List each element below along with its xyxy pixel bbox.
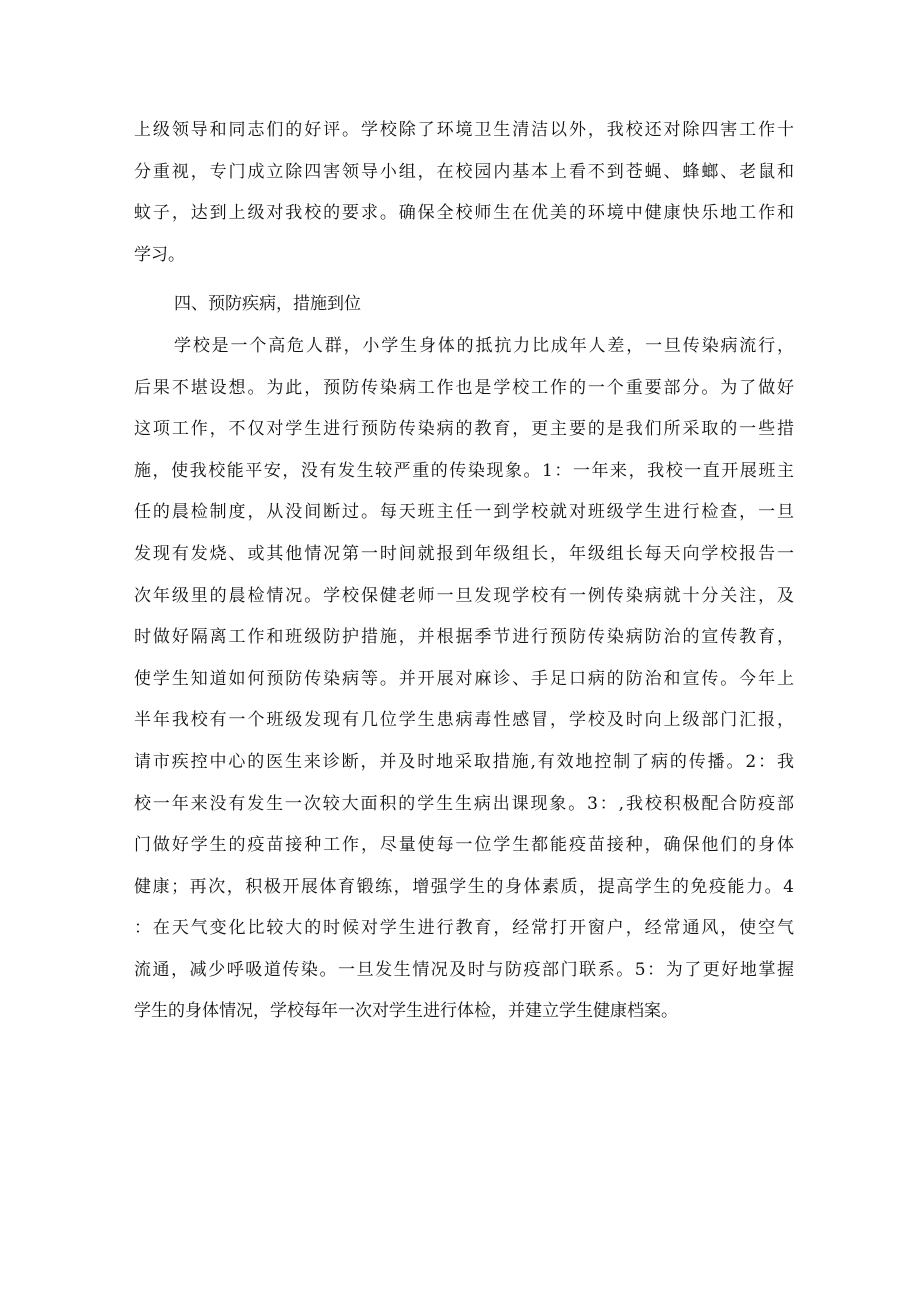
text-line: 门做好学生的疫苗接种工作，尽量使每一位学生都能疫苗接种，确保他们的身体 — [134, 835, 794, 856]
text-line: 次年级里的晨检情况。学校保健老师一旦发现学校有一例传染病就十分关注，及 — [134, 585, 794, 606]
text-line: 后果不堪设想。为此，预防传染病工作也是学校工作的一个重要部分。为了做好 — [134, 377, 794, 398]
text-line: 请市疾控中心的医生来诊断，并及时地采取措施,有效地控制了病的传播。2：我 — [134, 751, 794, 772]
text-line: 分重视，专门成立除四害领导小组，在校园内基本上看不到苍蝇、蜂螂、老鼠和 — [134, 161, 794, 182]
section-heading: 四、预防疾病，措施到位 — [174, 294, 361, 315]
text-line: 上级领导和同志们的好评。学校除了环境卫生清洁以外，我校还对除四害工作十 — [134, 120, 794, 140]
document-body — [134, 110, 794, 1033]
text-line: 发现有发烧、或其他情况第一时间就报到年级组长，年级组长每天向学校报告一 — [134, 543, 794, 564]
paragraph-1 — [134, 110, 794, 276]
text-line: ：在天气变化比较大的时候对学生进行教育，经常打开窗户，经常通风，使空气 — [134, 918, 794, 939]
text-line: 学生的身体情况，学校每年一次对学生进行体检，并建立学生健康档案。 — [134, 1001, 678, 1022]
text-line: 学校是一个高危人群，小学生身体的抵抗力比成年人差，一旦传染病流行， — [174, 335, 794, 356]
text-line: 流通，减少呼吸道传染。一旦发生情况及时与防疫部门联系。5：为了更好地掌握 — [134, 959, 794, 980]
text-line: 校一年来没有发生一次较大面积的学生生病出课现象。3：,我校积极配合防疫部 — [134, 793, 794, 814]
text-line: 任的晨检制度，从没间断过。每天班主任一到学校就对班级学生进行检查，一旦 — [134, 502, 794, 523]
text-line: 健康；再次，积极开展体育锻练，增强学生的身体素质，提高学生的免疫能力。4 — [134, 876, 794, 897]
text-line: 学习。 — [134, 244, 185, 265]
text-line: 半年我校有一个班级发现有几位学生患病毒性感冒，学校及时向上级部门汇报， — [134, 710, 794, 731]
text-line: 时做好隔离工作和班级防护措施，并根据季节进行预防传染病防治的宣传教育， — [134, 627, 794, 648]
text-line: 这项工作，不仅对学生进行预防传染病的教育，更主要的是我们所采取的一些措 — [134, 419, 794, 440]
text-line: 施，使我校能平安，没有发生较严重的传染现象。1：一年来，我校一直开展班主 — [134, 460, 794, 481]
paragraph-2 — [134, 326, 794, 1033]
text-line: 蚊子，达到上级对我校的要求。确保全校师生在优美的环境中健康快乐地工作和 — [134, 203, 794, 224]
text-line: 使学生知道如何预防传染病等。并开展对麻诊、手足口病的防治和宣传。今年上 — [134, 668, 794, 689]
